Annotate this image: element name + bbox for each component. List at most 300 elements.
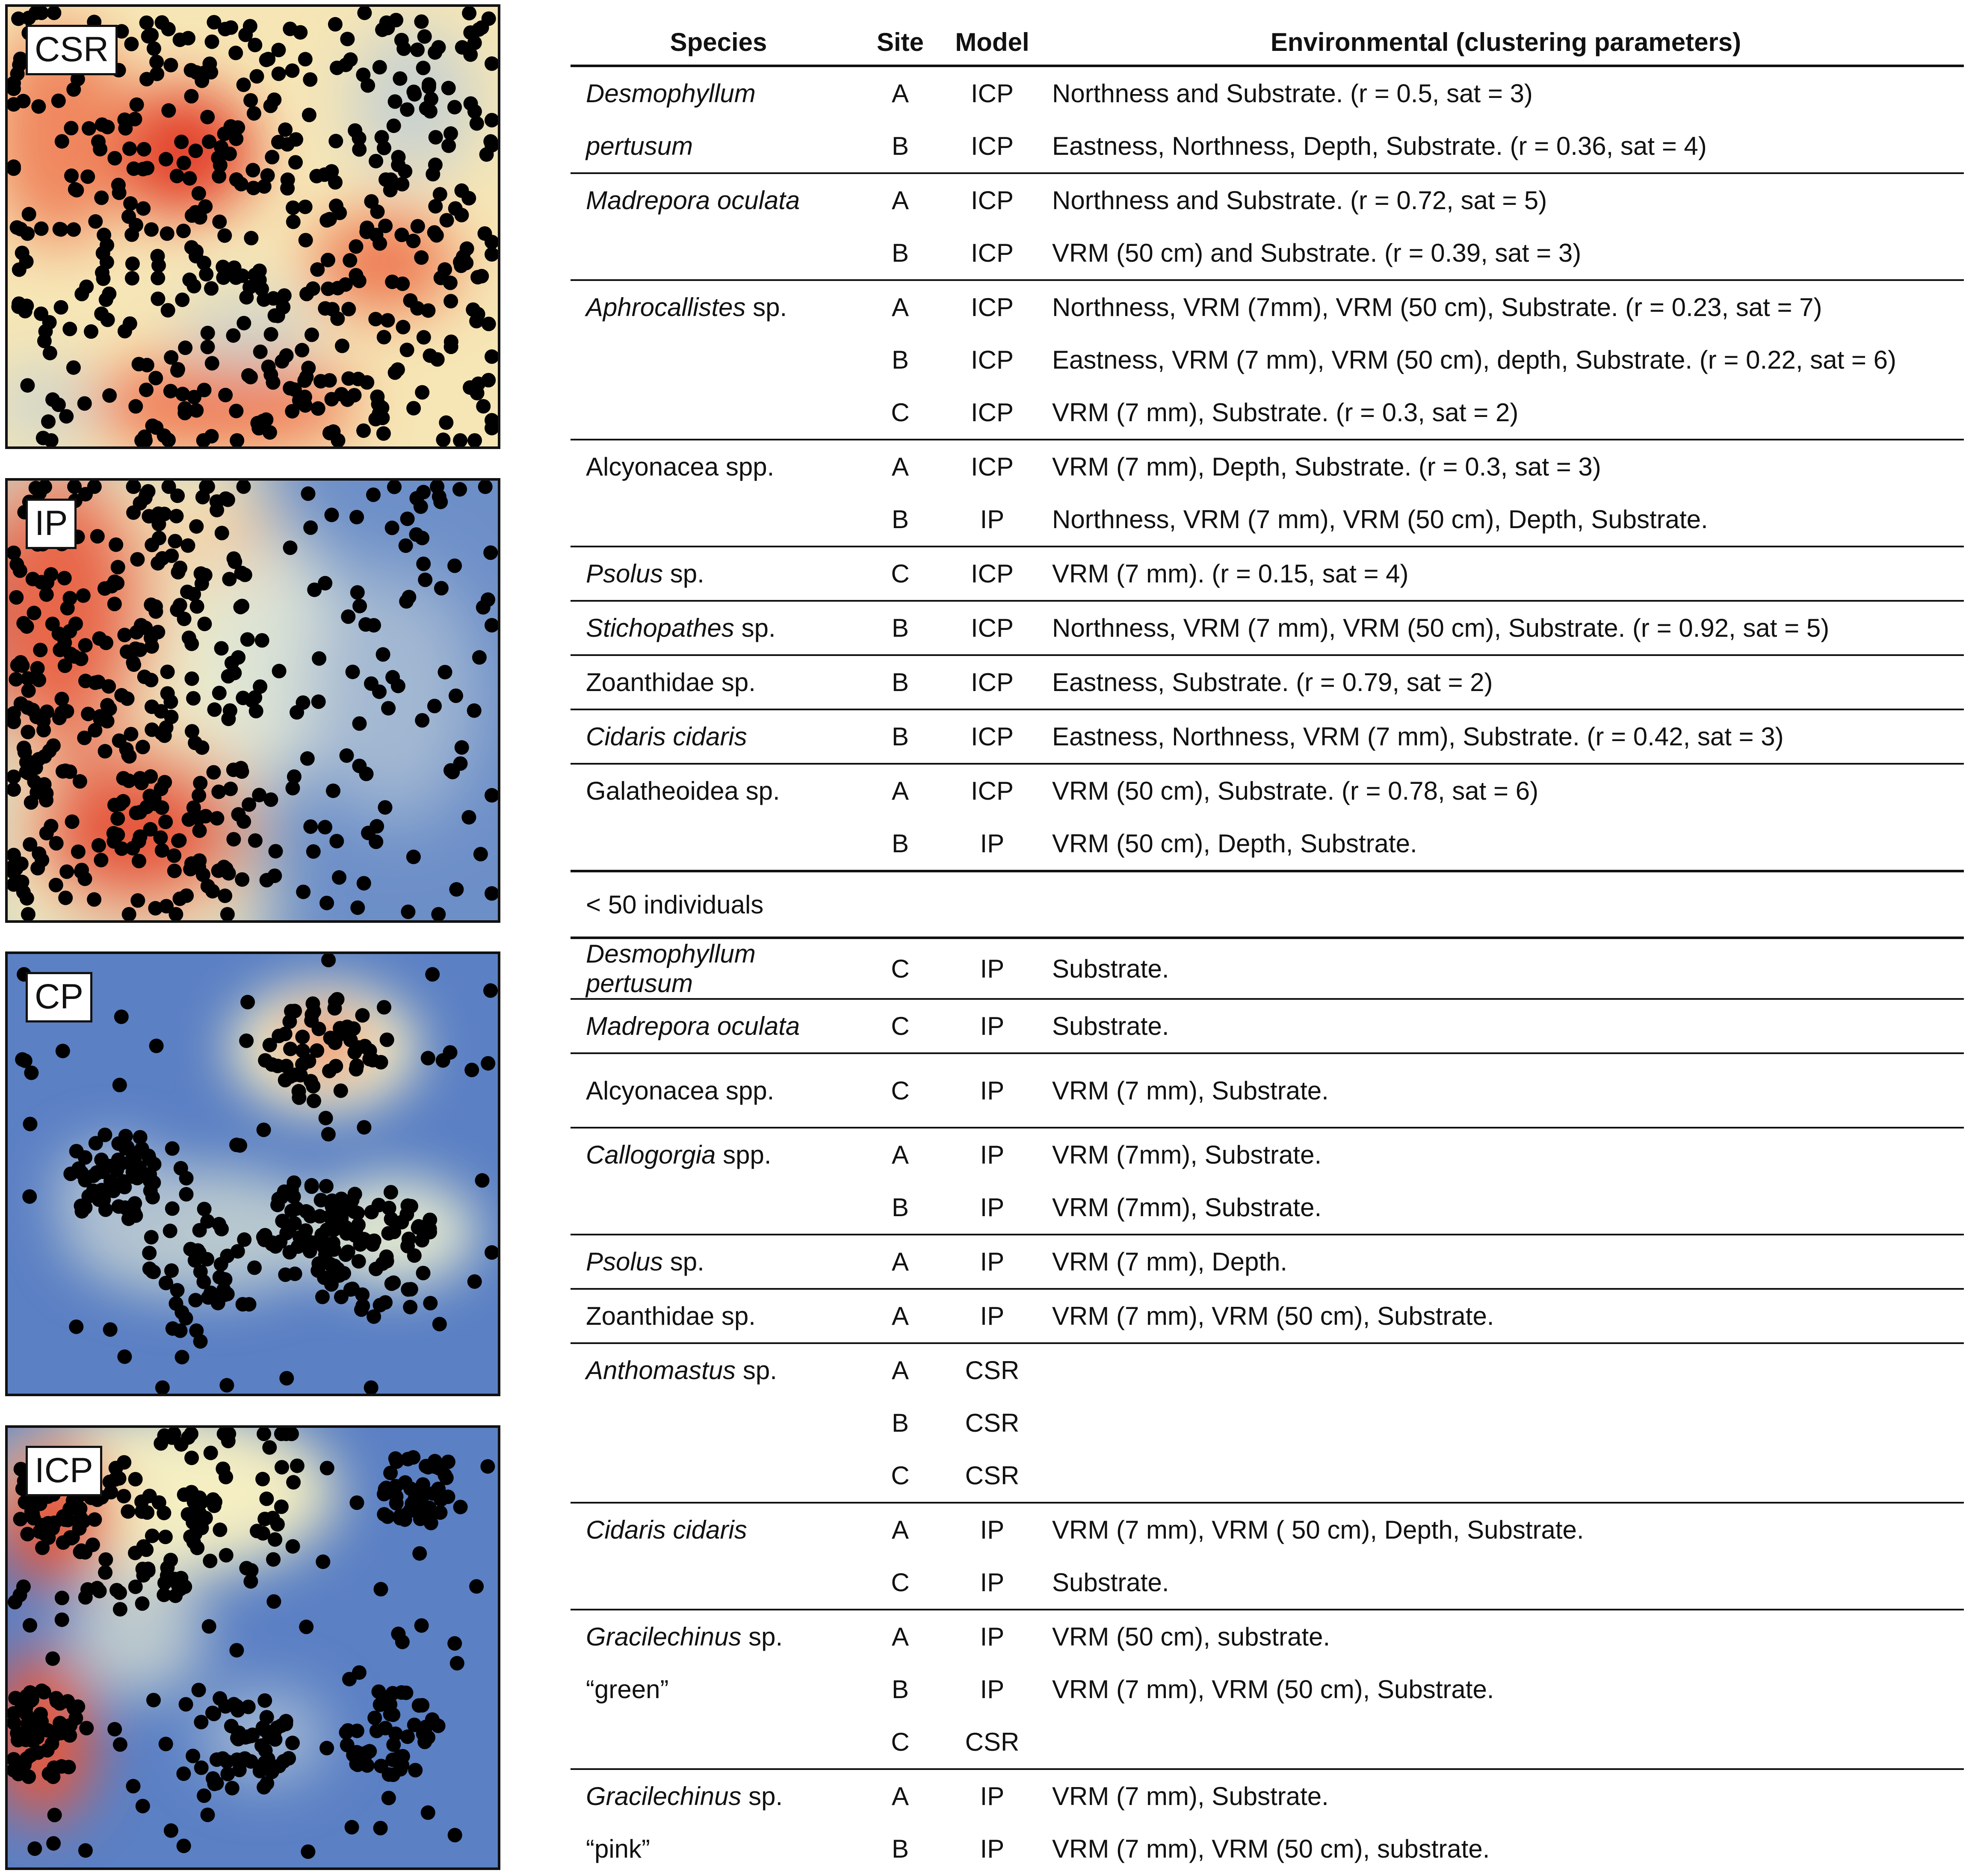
point-marker [133,830,148,844]
point-marker [127,1204,141,1218]
point-marker [126,505,141,520]
point-marker [160,686,175,701]
point-marker [370,390,384,404]
species-plain: sp. [745,293,787,322]
table-row [571,938,1964,999]
point-marker [134,618,148,632]
point-marker [366,1237,380,1252]
point-marker [428,45,442,60]
point-marker [112,1078,127,1092]
species-italic: Psolus [586,559,663,588]
point-marker [98,581,112,596]
point-marker [278,1027,293,1041]
species-plain: sp. [741,1622,783,1651]
site-cell: B [891,1835,909,1863]
point-marker [189,249,203,263]
point-marker [216,1462,230,1476]
point-marker [343,253,357,268]
point-marker [195,576,209,591]
species-plain: Alcyonacea spp. [586,452,775,481]
site-cell: C [855,386,945,440]
point-marker [136,1799,150,1814]
point-marker [190,599,204,614]
panel-csr [5,4,500,449]
point-marker [125,271,139,286]
point-marker [413,1483,428,1498]
point-marker [189,1324,204,1338]
point-marker [117,1455,131,1470]
point-marker [361,78,375,93]
model-cell: CSR [965,1409,1020,1437]
point-marker [177,156,191,170]
point-marker [189,144,203,158]
point-marker [101,313,115,327]
point-marker [63,1718,77,1733]
model-cell: ICP [970,777,1014,805]
point-marker [116,771,131,786]
point-marker [77,396,92,411]
point-marker [63,1530,78,1545]
point-marker [202,1619,216,1634]
model-cell: IP [980,1516,1005,1544]
point-marker [214,641,229,656]
point-marker [388,365,402,380]
point-marker [377,141,391,155]
point-marker [159,1276,173,1290]
point-marker [326,783,340,798]
env-cell: VRM (7 mm), Depth, Substrate. (r = 0.3, sat = 3) [1052,452,1601,481]
point-marker [289,132,303,147]
point-marker [63,1167,78,1181]
point-marker [29,481,43,495]
point-marker [428,1454,442,1468]
point-marker [389,1454,404,1469]
point-marker [126,1779,141,1793]
species-cell [571,1503,855,1556]
species-cell [571,1235,855,1289]
species-cell [571,493,855,547]
point-marker [296,695,310,710]
point-marker [265,150,279,164]
point-marker [205,35,219,49]
point-marker [448,201,463,216]
point-marker [303,72,317,87]
env-cell: VRM (7 mm), VRM ( 50 cm), Depth, Substrate. [1052,1516,1584,1544]
point-marker [453,1500,468,1514]
point-marker [274,1718,289,1733]
point-marker [345,1193,360,1208]
point-marker [286,1539,300,1554]
table-row [571,1716,1964,1769]
point-marker [417,29,432,44]
species-plain: Alcyonacea spp. [586,1076,775,1105]
point-marker [55,1591,69,1605]
point-marker [90,529,105,544]
point-marker [269,844,283,859]
point-marker [58,891,73,905]
model-cell: ICP [970,346,1014,374]
point-marker [145,1190,160,1205]
point-marker [415,531,429,545]
point-marker [366,487,381,502]
site-cell: A [891,186,909,215]
point-marker [47,1808,62,1822]
point-marker [434,581,449,596]
point-marker [380,1510,395,1524]
model-cell: CSR [965,1356,1020,1385]
point-marker [381,701,396,715]
point-marker [111,1136,126,1151]
point-marker [250,1524,264,1538]
point-marker [64,168,79,183]
point-marker [146,1693,161,1708]
point-marker [259,53,274,67]
point-marker [429,130,443,145]
point-marker [377,330,391,344]
point-marker [199,267,213,281]
point-marker [19,254,34,269]
species-cell [571,227,855,280]
site-cell: C [855,1716,945,1769]
point-marker [155,843,169,858]
point-marker [235,872,249,887]
env-cell [1039,1397,1964,1449]
point-marker [255,1761,270,1776]
point-marker [139,1542,154,1557]
point-marker [26,1734,41,1748]
point-marker [58,763,73,778]
point-marker [237,1232,251,1247]
point-marker [210,1752,224,1767]
point-marker [394,33,409,47]
model-cell: IP [980,1675,1005,1704]
table-row [571,280,1964,334]
species-italic: Anthomastus [586,1356,736,1385]
point-marker [22,207,36,222]
point-marker [395,1635,410,1649]
point-marker [412,1698,426,1713]
point-marker [380,1033,394,1047]
point-marker [217,127,232,141]
site-cell: A [891,452,909,481]
model-cell: ICP [945,601,1039,655]
header-model: Model [945,17,1039,66]
point-marker [245,163,260,177]
point-marker [13,1588,27,1602]
point-marker [295,343,309,357]
site-cell: B [855,1181,945,1235]
point-marker [359,767,374,781]
point-marker [325,392,339,407]
species-plain: sp. [741,1782,783,1811]
point-marker [320,1461,334,1475]
point-marker [213,1270,227,1285]
point-marker [416,1727,431,1741]
point-marker [94,853,108,867]
point-marker [170,169,184,183]
point-marker [346,665,360,679]
point-marker [292,1084,306,1099]
point-marker [378,800,393,815]
point-marker [464,1063,479,1077]
point-marker [77,731,92,745]
point-marker [260,168,275,183]
point-marker [198,199,213,214]
point-marker [185,671,199,686]
point-marker [467,703,482,718]
table-row [571,1289,1964,1343]
point-marker [213,1691,227,1706]
point-marker [414,499,428,514]
point-marker [110,811,125,826]
env-cell: Northness, VRM (7 mm), VRM (50 cm), Depth, Substrate. [1039,493,1964,547]
point-marker [177,1839,191,1853]
point-marker [434,271,448,285]
point-marker [470,116,484,131]
point-marker [229,1643,244,1657]
table-row [571,1503,1964,1556]
point-marker [303,819,318,834]
point-marker [160,226,174,241]
model-cell: IP [945,1181,1039,1235]
point-marker [473,847,488,861]
point-marker [240,995,255,1009]
point-marker [355,1288,370,1302]
point-marker [472,22,486,37]
table-row [571,709,1964,764]
point-marker [58,659,72,673]
point-marker [223,782,238,796]
point-marker [123,196,138,211]
point-marker [385,520,399,535]
point-marker [53,222,67,236]
env-cell: VRM (50 cm), substrate. [1052,1622,1330,1651]
point-marker [197,1788,211,1803]
point-marker [322,212,337,227]
point-marker [86,1169,101,1183]
point-marker [250,69,264,84]
point-marker [255,1472,270,1486]
point-marker [400,511,415,526]
point-marker [212,215,227,229]
point-marker [97,227,111,242]
point-marker [174,1161,188,1176]
point-marker [172,833,187,848]
point-marker [66,360,81,375]
species-cell [571,1556,855,1610]
model-cell: ICP [970,452,1014,481]
point-marker [175,1350,189,1365]
point-marker [416,557,431,571]
point-marker [176,224,191,238]
point-marker [17,741,31,755]
table-row [571,493,1964,547]
point-marker [158,1530,173,1544]
env-cell: Substrate. [1039,938,1964,999]
point-marker [323,1031,338,1045]
point-marker [305,328,319,342]
point-marker [98,1128,112,1142]
point-marker [216,260,230,274]
point-marker [237,1751,252,1766]
point-marker [422,1501,437,1515]
point-marker [406,401,421,416]
point-marker [325,302,340,316]
site-cell: B [855,227,945,280]
point-marker [298,390,312,404]
point-marker [197,383,212,397]
point-marker [158,815,173,829]
model-cell: CSR [945,1449,1039,1503]
point-marker [145,1529,160,1543]
point-marker [441,81,456,95]
point-marker [36,723,51,737]
species-cell [571,601,855,655]
point-marker [449,882,464,897]
env-cell: Eastness, Northness, VRM (7 mm), Substrate. (r = 0.42, sat = 3) [1039,709,1964,764]
species-plain: Zoanthidae sp. [586,1302,756,1330]
point-marker [219,1378,234,1392]
point-marker [163,384,178,399]
point-marker [18,1054,33,1068]
point-marker [204,281,219,296]
point-marker [325,1218,340,1233]
point-marker [161,22,176,36]
point-marker [281,172,295,187]
point-marker [120,691,135,706]
point-marker [417,330,431,345]
point-marker [299,1619,313,1634]
point-marker [88,214,103,229]
point-marker [247,106,261,121]
point-marker [414,15,429,29]
point-marker [378,1482,393,1496]
point-marker [62,624,77,638]
point-marker [12,58,27,72]
point-marker [376,647,390,662]
point-marker [381,21,395,35]
species-italic: Cidaris cidaris [586,1516,747,1544]
species-plain: sp. [736,1356,777,1385]
model-cell: IP [945,999,1039,1053]
point-marker [117,628,132,642]
point-marker [33,643,47,657]
point-marker [110,576,124,591]
point-marker [424,92,438,106]
point-marker [415,713,429,728]
point-marker [155,551,170,566]
point-marker [247,1261,262,1275]
point-marker [128,399,143,414]
point-marker [322,1064,337,1078]
point-marker [334,1084,348,1098]
species-cell [571,1823,855,1875]
species-cell [571,1053,855,1128]
point-marker [214,1257,228,1271]
point-marker [154,830,168,845]
point-marker [431,1719,446,1733]
point-marker [101,679,116,694]
point-marker [161,103,176,118]
species-cell [571,764,855,817]
point-marker [403,293,418,308]
point-marker [349,268,364,283]
point-marker [227,666,242,680]
point-marker [98,1565,112,1580]
point-marker [453,255,467,269]
point-marker [167,864,182,878]
point-marker [109,538,123,552]
model-cell: IP [980,1622,1005,1651]
point-marker [74,1510,88,1525]
table-row [571,173,1964,227]
point-marker [369,228,384,242]
point-marker [378,1295,393,1310]
table-row [571,1397,1964,1449]
point-marker [79,1721,94,1735]
point-marker [44,567,58,582]
point-marker [455,40,470,55]
point-marker [46,1836,61,1851]
point-marker [318,820,332,834]
point-marker [126,1165,140,1179]
table-row [571,334,1964,386]
header-site: Site [855,17,945,66]
model-cell: IP [945,1053,1039,1128]
point-marker [290,1459,305,1473]
table-row [571,601,1964,655]
point-marker [137,142,151,157]
point-marker [312,1022,326,1036]
point-marker [37,777,52,792]
point-marker [186,1749,200,1763]
point-marker [212,686,227,700]
point-marker [192,1490,207,1505]
point-marker [387,118,401,133]
point-marker [362,1052,377,1067]
point-marker [285,1736,300,1750]
table-row [571,120,1964,173]
point-marker [218,889,232,903]
point-marker [109,1163,124,1177]
point-marker [441,1489,455,1504]
site-cell: A [891,1782,909,1811]
env-cell: Substrate. [1039,1556,1964,1610]
point-marker [332,870,346,885]
point-marker [74,1543,89,1558]
point-marker [45,617,60,631]
site-cell: B [891,1409,909,1437]
point-marker [218,22,232,36]
point-marker [472,650,487,665]
section-label: < 50 individuals [571,871,1964,938]
point-marker [423,1296,438,1310]
point-marker [227,551,241,566]
point-marker [34,307,48,321]
species-italic: Gracilechinus [586,1622,742,1651]
species-italic: Desmophyllum pertusum [586,939,756,998]
point-marker [21,725,35,739]
point-marker [161,303,175,318]
panel-icp [5,1425,500,1870]
point-marker [401,1282,415,1297]
point-marker [352,716,367,731]
model-cell: ICP [945,120,1039,173]
point-marker [107,597,122,611]
point-marker [54,706,69,720]
point-marker [108,1472,122,1487]
point-marker [141,1563,156,1578]
